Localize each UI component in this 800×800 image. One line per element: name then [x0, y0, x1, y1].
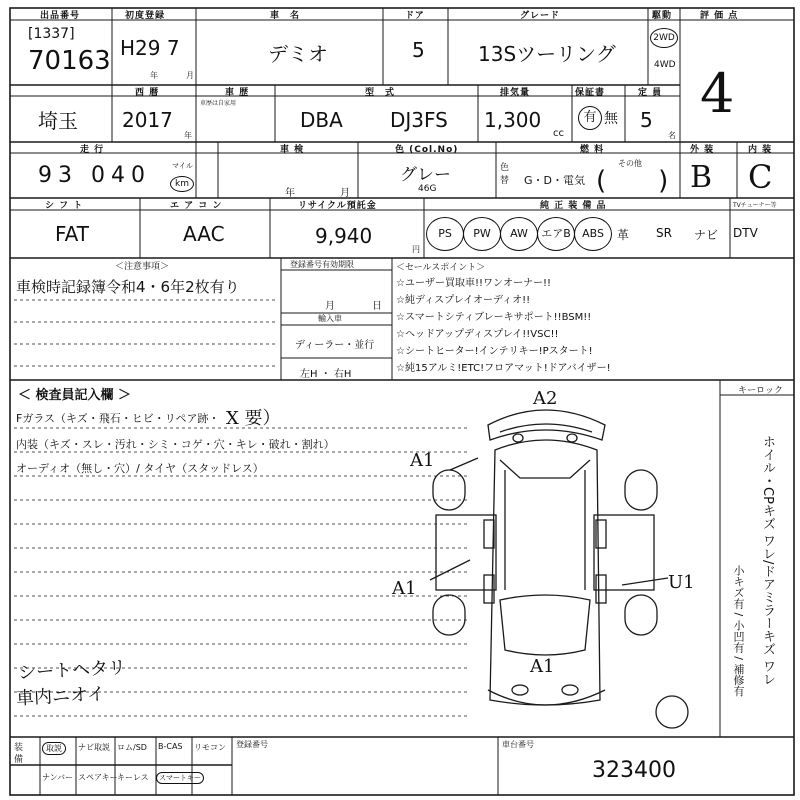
year-value: 2017: [122, 108, 173, 132]
model-header: 車 名: [270, 11, 301, 21]
sales-points-header: ＜セールスポイント＞: [396, 263, 486, 273]
model-value: デミオ: [268, 42, 328, 66]
shaken-month: 月: [340, 188, 350, 199]
mile-unit: マイル: [172, 162, 193, 170]
bottom-item: 取説: [42, 742, 66, 755]
expiry-day: 日: [372, 301, 382, 312]
color-header: 色 (Col.No): [395, 145, 459, 155]
first-reg-value: H29 7: [120, 36, 180, 60]
doors-value: 5: [412, 38, 425, 62]
equipment-1: PW: [463, 217, 501, 251]
fuel-header: 燃 料: [580, 145, 605, 155]
side-legend: ホイル・CPキズ ワレ/ドアミラーキズ ワレ: [760, 435, 775, 686]
mark-right-side: U1: [668, 572, 695, 593]
sales-point: ☆ユーザー買取車!!ワンオーナー!!: [396, 278, 551, 289]
chassis-header: 車台番号: [502, 740, 534, 749]
door-header: ドア: [405, 11, 425, 21]
drive-4wd: 4WD: [654, 60, 676, 70]
drive-2wd: 2WD: [650, 28, 678, 48]
notes-line1: 車検時記録簿令和4・6年2枚有り: [16, 278, 240, 296]
color-no: 46G: [418, 184, 437, 194]
sales-point: ☆スマートシティブレーキサポート!!BSM!!: [396, 312, 592, 323]
shift-header: シ フ ト: [45, 201, 84, 211]
cc-unit: cc: [553, 128, 564, 139]
bottom-item: ロム/SD: [117, 743, 147, 752]
equipment-2: AW: [500, 217, 538, 251]
displacement-value: 1,300: [484, 108, 542, 132]
bottom-item: ナンバー: [42, 773, 74, 782]
chassis-number: 323400: [592, 758, 676, 783]
import-header: 輸入車: [318, 314, 342, 323]
inspector-header: ＜ 検査員記入欄 ＞: [18, 388, 132, 403]
equipment-5: 革: [617, 228, 630, 242]
lot-number: 70163: [28, 46, 111, 76]
inspector-line2: 内装（キズ・スレ・汚れ・シミ・コゲ・穴・キレ・破れ・割れ）: [16, 438, 335, 451]
car-diagram: [430, 410, 688, 728]
bottom-item: スペアキー: [78, 773, 118, 782]
import-dealer: ディーラー・並行: [295, 340, 375, 351]
bottom-item: ナビ取説: [78, 743, 110, 752]
import-handle: 左H ・ 右H: [300, 369, 352, 380]
yen-unit: 円: [412, 245, 420, 254]
sales-point: ☆ヘッドアップディスプレイ!!VSC!!: [396, 329, 559, 340]
inspector-line1-mark: X 要）: [226, 408, 281, 429]
mark-rear: A1: [530, 656, 555, 677]
history-header: 車 歴: [225, 88, 250, 98]
capacity-value: 5: [640, 108, 653, 132]
equipment-header: 純 正 装 備 品: [540, 201, 607, 211]
first-reg-header: 初度登録: [125, 11, 166, 21]
equipment-8: DTV: [733, 226, 758, 240]
equipment-7: ナビ: [694, 228, 719, 242]
aircon-header: エ ア コ ン: [170, 201, 223, 211]
handwritten-note-2: 車内ニオイ: [15, 683, 106, 710]
color-change-label: 色替: [500, 163, 510, 186]
aircon-value: AAC: [183, 222, 225, 246]
year-header: 西 暦: [135, 88, 160, 98]
reg-expiry-header: 登録番号有効期限: [290, 260, 354, 269]
warranty-no: 無: [604, 111, 618, 127]
katashiki-2: DJ3FS: [390, 108, 448, 132]
recycle-value: 9,940: [315, 224, 373, 248]
color-value: グレー: [400, 165, 451, 185]
bottom-item: キーレス: [117, 773, 149, 782]
katashiki-header: 型 式: [365, 88, 396, 98]
equipment-0: PS: [426, 217, 464, 251]
sales-point: ☆純15アルミ!ETC!フロアマット!ドアバイザー!: [396, 363, 611, 374]
month-unit: 月: [186, 71, 194, 80]
fuel-bracket: ( ): [596, 166, 669, 196]
warranty-yes: 有: [578, 106, 602, 130]
capacity-header: 定 員: [638, 88, 663, 98]
person-unit: 名: [668, 131, 676, 140]
interior-value: C: [748, 158, 773, 196]
displacement-header: 排気量: [500, 88, 531, 98]
exterior-header: 外 装: [690, 145, 715, 155]
shaken-header: 車 検: [280, 145, 305, 155]
grade-header: グレード: [520, 11, 561, 21]
mileage-value: 93 040: [38, 163, 151, 188]
inspector-line1: Fガラス（キズ・飛石・ヒビ・リペア跡・: [16, 412, 220, 425]
shaken-year: 年: [285, 188, 295, 199]
reg-number-header: 登録番号: [236, 740, 268, 749]
katashiki-1: DBA: [300, 108, 343, 132]
equipment-4: ABS: [574, 217, 612, 251]
handwritten-note-1: シートヘタリ: [17, 657, 127, 684]
equipment-6: SR: [656, 226, 672, 240]
exterior-value: B: [690, 160, 713, 195]
fuel-options: G・D・電気: [524, 174, 585, 187]
prefecture: 埼玉: [38, 109, 78, 133]
bottom-item: スマートキー: [156, 772, 204, 784]
lot-bracket: [1337]: [28, 26, 75, 42]
mark-left-front: A1: [410, 450, 435, 471]
sales-point: ☆シートヒーター!インテリキー!Pスタート!: [396, 346, 593, 357]
score-value: 4: [700, 62, 735, 125]
shift-value: FAT: [55, 222, 90, 246]
history-note: 車歴は自家用: [200, 100, 237, 107]
equipment-3: エアB: [537, 217, 575, 251]
bottom-item: リモコン: [194, 743, 226, 752]
year-unit: 年: [150, 71, 158, 80]
interior-header: 内 装: [748, 145, 773, 155]
mark-front: A2: [533, 388, 558, 409]
drive-header: 駆動: [652, 11, 673, 21]
expiry-month: 月: [325, 301, 335, 312]
recycle-header: リサイクル預託金: [298, 201, 377, 211]
year-unit-2: 年: [184, 131, 192, 140]
mileage-header: 走 行: [80, 145, 105, 155]
tv-kind-header: TVチューナー等: [733, 202, 777, 209]
notes-header: ＜注意事項＞: [115, 262, 170, 272]
grade-value: 13Sツーリング: [478, 42, 616, 66]
key-lock-header: キーロック: [738, 386, 783, 396]
fuel-other: その他: [618, 159, 642, 168]
warranty-header: 保証書: [575, 88, 606, 98]
sales-point: ☆純ディスプレイオーディオ!!: [396, 295, 531, 306]
bottom-label: 装 備: [14, 743, 24, 765]
km-unit: km: [170, 176, 194, 192]
bottom-item: B-CAS: [158, 742, 183, 751]
mark-left-side: A1: [392, 578, 417, 599]
score-header: 評 価 点: [700, 11, 739, 21]
lot-header: 出品番号: [40, 11, 81, 21]
side-legend-2: 小キズ有 / 小凹有 / 補修有: [732, 565, 745, 697]
inspector-line3: オーディオ（無し・穴）/ タイヤ（スタッドレス）: [16, 462, 264, 475]
